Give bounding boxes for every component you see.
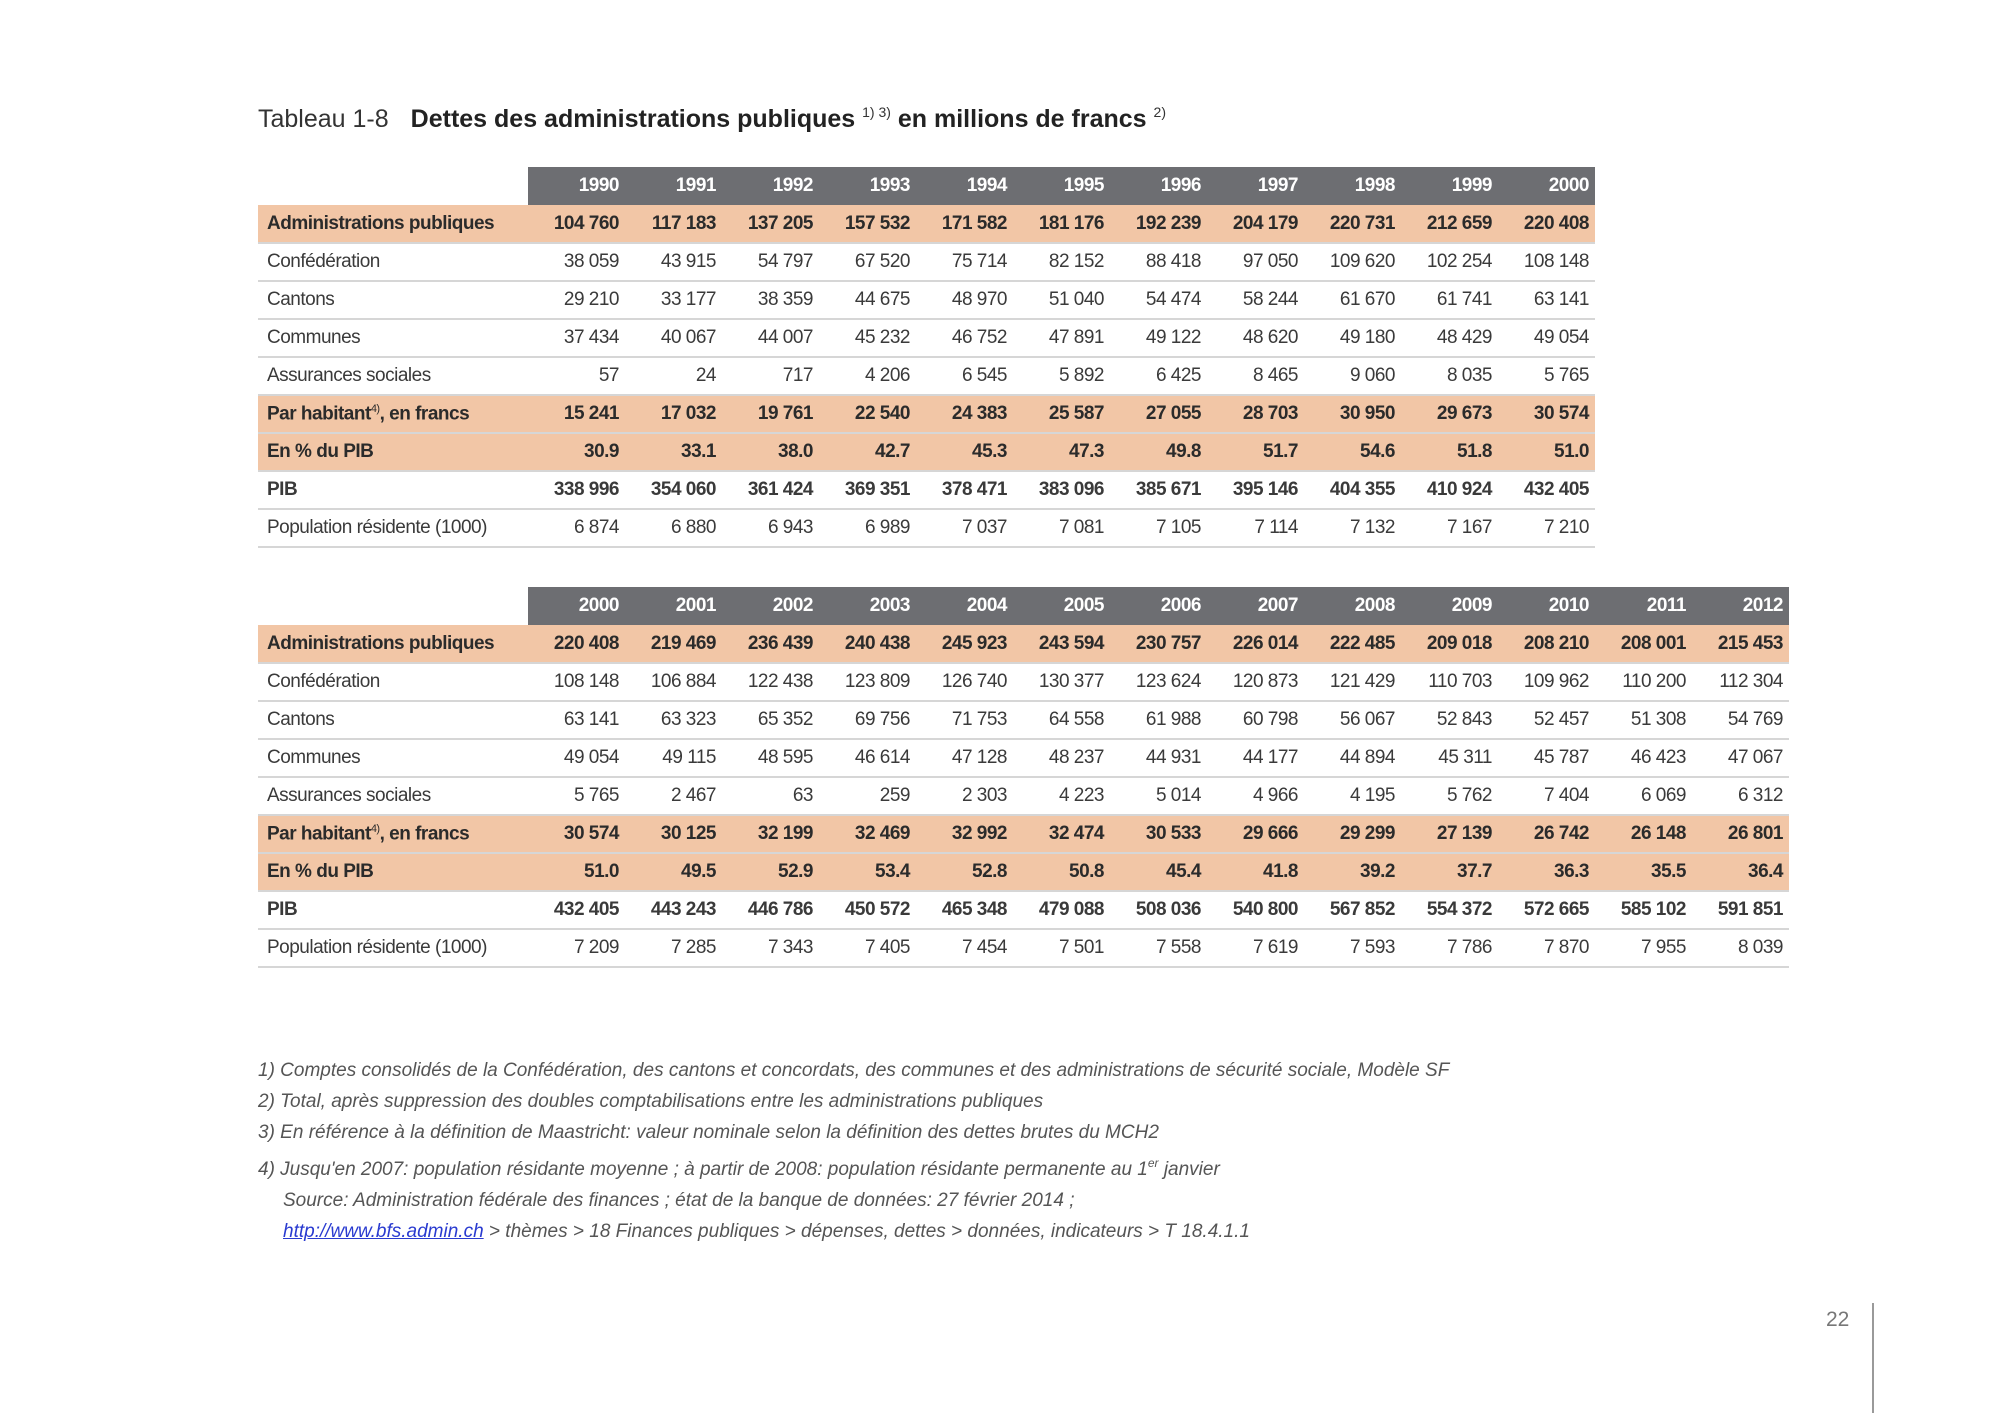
column-header-year: 1996 xyxy=(1110,167,1207,205)
table-cell: 5 765 xyxy=(528,777,625,815)
table-cell: 410 924 xyxy=(1401,471,1498,509)
table-cell: 108 148 xyxy=(528,663,625,701)
table-cell: 6 989 xyxy=(819,509,916,547)
table-cell: 106 884 xyxy=(625,663,722,701)
table-cell: 109 620 xyxy=(1304,243,1401,281)
table-cell: 240 438 xyxy=(819,625,916,663)
table-cell: 7 454 xyxy=(916,929,1013,967)
table-cell: 52.8 xyxy=(916,853,1013,891)
row-label: Communes xyxy=(258,319,528,357)
table-cell: 8 465 xyxy=(1207,357,1304,395)
table-cell: 37 434 xyxy=(528,319,625,357)
row-label: PIB xyxy=(258,471,528,509)
table-cell: 112 304 xyxy=(1692,663,1789,701)
title-footnote-ref-2: 2) xyxy=(1153,104,1166,120)
table-cell: 6 943 xyxy=(722,509,819,547)
table-cell: 51.0 xyxy=(528,853,625,891)
table-cell: 126 740 xyxy=(916,663,1013,701)
table-cell: 7 501 xyxy=(1013,929,1110,967)
table-cell: 7 037 xyxy=(916,509,1013,547)
column-header-year: 2004 xyxy=(916,587,1013,625)
table-cell: 4 966 xyxy=(1207,777,1304,815)
table-cell: 208 210 xyxy=(1498,625,1595,663)
table-cell: 7 081 xyxy=(1013,509,1110,547)
table-cell: 7 210 xyxy=(1498,509,1595,547)
row-label: Assurances sociales xyxy=(258,357,528,395)
table-row xyxy=(258,281,1595,319)
table-cell: 71 753 xyxy=(916,701,1013,739)
table-cell: 192 239 xyxy=(1110,205,1207,243)
source-line: Source: Administration fédérale des finances ; état de la banque de données: 27 février 2014 ; xyxy=(283,1190,1075,1211)
table-cell: 109 962 xyxy=(1498,663,1595,701)
table-cell: 7 132 xyxy=(1304,509,1401,547)
table-cell: 32 992 xyxy=(916,815,1013,853)
table-cell: 35.5 xyxy=(1595,853,1692,891)
table-cell: 61 741 xyxy=(1401,281,1498,319)
table-row xyxy=(258,471,1595,509)
table-cell: 32 469 xyxy=(819,815,916,853)
table-row xyxy=(258,853,1789,891)
table-cell: 432 405 xyxy=(1498,471,1595,509)
table-row xyxy=(258,701,1789,739)
table-cell: 230 757 xyxy=(1110,625,1207,663)
table-cell: 49 115 xyxy=(625,739,722,777)
table-cell: 54 797 xyxy=(722,243,819,281)
column-header-year: 2012 xyxy=(1692,587,1789,625)
table-cell: 4 206 xyxy=(819,357,916,395)
table-cell: 110 703 xyxy=(1401,663,1498,701)
table-cell: 29 673 xyxy=(1401,395,1498,433)
table-cell: 48 429 xyxy=(1401,319,1498,357)
table-cell: 157 532 xyxy=(819,205,916,243)
table-row xyxy=(258,739,1789,777)
table-cell: 51.0 xyxy=(1498,433,1595,471)
table-row xyxy=(258,929,1789,967)
table-row xyxy=(258,319,1595,357)
row-label: Population résidente (1000) xyxy=(258,509,528,547)
column-header-year: 1999 xyxy=(1401,167,1498,205)
header-corner xyxy=(258,167,528,205)
table-cell: 123 624 xyxy=(1110,663,1207,701)
table-cell: 29 299 xyxy=(1304,815,1401,853)
column-header-year: 1997 xyxy=(1207,167,1304,205)
table-cell: 259 xyxy=(819,777,916,815)
table-cell: 591 851 xyxy=(1692,891,1789,929)
table-cell: 38 359 xyxy=(722,281,819,319)
table-row xyxy=(258,891,1789,929)
row-label: Assurances sociales xyxy=(258,777,528,815)
table-cell: 47.3 xyxy=(1013,433,1110,471)
table-cell: 33.1 xyxy=(625,433,722,471)
table-cell: 29 210 xyxy=(528,281,625,319)
table-cell: 49 054 xyxy=(528,739,625,777)
table-cell: 67 520 xyxy=(819,243,916,281)
footnotes xyxy=(258,1055,1449,1247)
table-cell: 7 343 xyxy=(722,929,819,967)
header-row xyxy=(258,587,1789,625)
table-cell: 51 308 xyxy=(1595,701,1692,739)
table-cell: 208 001 xyxy=(1595,625,1692,663)
table-cell: 61 670 xyxy=(1304,281,1401,319)
table-cell: 48 237 xyxy=(1013,739,1110,777)
table-cell: 572 665 xyxy=(1498,891,1595,929)
table-cell: 243 594 xyxy=(1013,625,1110,663)
debt-table-1990-2000 xyxy=(258,167,1595,548)
table-cell: 28 703 xyxy=(1207,395,1304,433)
table-cell: 30 950 xyxy=(1304,395,1401,433)
table-cell: 44 007 xyxy=(722,319,819,357)
table-cell: 2 467 xyxy=(625,777,722,815)
source-path: > thèmes > 18 Finances publiques > dépenses, dettes > données, indicateurs > T 18.4.1.1 xyxy=(483,1221,1250,1242)
column-header-year: 2010 xyxy=(1498,587,1595,625)
table-cell: 102 254 xyxy=(1401,243,1498,281)
table-cell: 6 069 xyxy=(1595,777,1692,815)
table-row xyxy=(258,433,1595,471)
table-cell: 51 040 xyxy=(1013,281,1110,319)
table-cell: 338 996 xyxy=(528,471,625,509)
table-cell: 47 128 xyxy=(916,739,1013,777)
table-cell: 75 714 xyxy=(916,243,1013,281)
table-cell: 49.5 xyxy=(625,853,722,891)
table-cell: 9 060 xyxy=(1304,357,1401,395)
table-cell: 54 474 xyxy=(1110,281,1207,319)
column-header-year: 1995 xyxy=(1013,167,1110,205)
table-cell: 567 852 xyxy=(1304,891,1401,929)
table-cell: 479 088 xyxy=(1013,891,1110,929)
table-cell: 65 352 xyxy=(722,701,819,739)
table-cell: 58 244 xyxy=(1207,281,1304,319)
table-cell: 540 800 xyxy=(1207,891,1304,929)
column-header-year: 1993 xyxy=(819,167,916,205)
table-cell: 49 054 xyxy=(1498,319,1595,357)
table-cell: 15 241 xyxy=(528,395,625,433)
table-cell: 236 439 xyxy=(722,625,819,663)
column-header-year: 2001 xyxy=(625,587,722,625)
table-cell: 7 405 xyxy=(819,929,916,967)
table-cell: 38.0 xyxy=(722,433,819,471)
table-cell: 8 035 xyxy=(1401,357,1498,395)
table-cell: 5 892 xyxy=(1013,357,1110,395)
table-cell: 53.4 xyxy=(819,853,916,891)
table-cell: 108 148 xyxy=(1498,243,1595,281)
table-cell: 204 179 xyxy=(1207,205,1304,243)
table-cell: 32 199 xyxy=(722,815,819,853)
table-cell: 29 666 xyxy=(1207,815,1304,853)
table-cell: 5 762 xyxy=(1401,777,1498,815)
table-cell: 585 102 xyxy=(1595,891,1692,929)
table-cell: 45 232 xyxy=(819,319,916,357)
table-cell: 63 xyxy=(722,777,819,815)
column-header-year: 1992 xyxy=(722,167,819,205)
table-cell: 56 067 xyxy=(1304,701,1401,739)
table-cell: 30 574 xyxy=(1498,395,1595,433)
column-header-year: 2006 xyxy=(1110,587,1207,625)
table-cell: 7 593 xyxy=(1304,929,1401,967)
table-cell: 44 931 xyxy=(1110,739,1207,777)
table-cell: 45 311 xyxy=(1401,739,1498,777)
table-cell: 432 405 xyxy=(528,891,625,929)
table-cell: 46 423 xyxy=(1595,739,1692,777)
table-cell: 7 955 xyxy=(1595,929,1692,967)
header-corner xyxy=(258,587,528,625)
table-cell: 395 146 xyxy=(1207,471,1304,509)
table-cell: 26 801 xyxy=(1692,815,1789,853)
table-cell: 110 200 xyxy=(1595,663,1692,701)
table-cell: 6 545 xyxy=(916,357,1013,395)
table-cell: 24 383 xyxy=(916,395,1013,433)
row-label: Population résidente (1000) xyxy=(258,929,528,967)
table-cell: 220 731 xyxy=(1304,205,1401,243)
table-cell: 46 614 xyxy=(819,739,916,777)
table-cell: 171 582 xyxy=(916,205,1013,243)
table-cell: 60 798 xyxy=(1207,701,1304,739)
table-cell: 48 620 xyxy=(1207,319,1304,357)
table-cell: 450 572 xyxy=(819,891,916,929)
table-cell: 45 787 xyxy=(1498,739,1595,777)
table-cell: 57 xyxy=(528,357,625,395)
table-cell: 69 756 xyxy=(819,701,916,739)
table-cell: 465 348 xyxy=(916,891,1013,929)
table-cell: 44 177 xyxy=(1207,739,1304,777)
table-cell: 121 429 xyxy=(1304,663,1401,701)
column-header-year: 2009 xyxy=(1401,587,1498,625)
table-cell: 120 873 xyxy=(1207,663,1304,701)
table-row xyxy=(258,243,1595,281)
column-header-year: 1998 xyxy=(1304,167,1401,205)
table-cell: 7 619 xyxy=(1207,929,1304,967)
table-cell: 17 032 xyxy=(625,395,722,433)
table-cell: 4 195 xyxy=(1304,777,1401,815)
table-cell: 49 180 xyxy=(1304,319,1401,357)
column-header-year: 1990 xyxy=(528,167,625,205)
table-cell: 25 587 xyxy=(1013,395,1110,433)
row-label: Confédération xyxy=(258,243,528,281)
source-link-line xyxy=(258,1216,1449,1247)
table-cell: 63 141 xyxy=(528,701,625,739)
table-cell: 7 558 xyxy=(1110,929,1207,967)
row-label: Cantons xyxy=(258,281,528,319)
header-row xyxy=(258,167,1595,205)
table-cell: 30 533 xyxy=(1110,815,1207,853)
table-cell: 7 285 xyxy=(625,929,722,967)
page-divider xyxy=(1872,1303,1874,1413)
table-cell: 26 148 xyxy=(1595,815,1692,853)
table-cell: 61 988 xyxy=(1110,701,1207,739)
row-label: PIB xyxy=(258,891,528,929)
table-cell: 6 880 xyxy=(625,509,722,547)
column-header-year: 2000 xyxy=(1498,167,1595,205)
row-label: Par habitant$^{4)}$, en francs xyxy=(258,395,528,433)
table-cell: 2 303 xyxy=(916,777,1013,815)
table-row xyxy=(258,509,1595,547)
table-cell: 4 223 xyxy=(1013,777,1110,815)
column-header-year: 1991 xyxy=(625,167,722,205)
bfs-link[interactable]: http://www.bfs.admin.ch xyxy=(283,1221,484,1242)
table-cell: 43 915 xyxy=(625,243,722,281)
table-number: Tableau 1-8 xyxy=(258,105,389,133)
column-header-year: 2011 xyxy=(1595,587,1692,625)
table-cell: 49 122 xyxy=(1110,319,1207,357)
table-cell: 63 323 xyxy=(625,701,722,739)
table-cell: 220 408 xyxy=(1498,205,1595,243)
table-cell: 8 039 xyxy=(1692,929,1789,967)
table-cell: 717 xyxy=(722,357,819,395)
table-cell: 6 425 xyxy=(1110,357,1207,395)
table-cell: 137 205 xyxy=(722,205,819,243)
table-cell: 30.9 xyxy=(528,433,625,471)
table-cell: 7 114 xyxy=(1207,509,1304,547)
column-header-year: 2008 xyxy=(1304,587,1401,625)
table-cell: 42.7 xyxy=(819,433,916,471)
table-cell: 45.3 xyxy=(916,433,1013,471)
table-cell: 47 891 xyxy=(1013,319,1110,357)
table-cell: 7 105 xyxy=(1110,509,1207,547)
table-title-unit: en millions de francs xyxy=(897,105,1147,133)
table-cell: 220 408 xyxy=(528,625,625,663)
table-cell: 46 752 xyxy=(916,319,1013,357)
table-row xyxy=(258,357,1595,395)
table-cell: 52 457 xyxy=(1498,701,1595,739)
table-cell: 97 050 xyxy=(1207,243,1304,281)
table-cell: 130 377 xyxy=(1013,663,1110,701)
table-title-main: Dettes des administrations publiques xyxy=(410,105,856,133)
table-cell: 49.8 xyxy=(1110,433,1207,471)
table-cell: 446 786 xyxy=(722,891,819,929)
table-cell: 24 xyxy=(625,357,722,395)
table-cell: 7 209 xyxy=(528,929,625,967)
row-label: Confédération xyxy=(258,663,528,701)
column-header-year: 2005 xyxy=(1013,587,1110,625)
row-label: Administrations publiques xyxy=(258,625,528,663)
table-cell: 245 923 xyxy=(916,625,1013,663)
table-row xyxy=(258,625,1789,663)
table-row xyxy=(258,663,1789,701)
table-cell: 38 059 xyxy=(528,243,625,281)
column-header-year: 1994 xyxy=(916,167,1013,205)
table-cell: 19 761 xyxy=(722,395,819,433)
table-cell: 32 474 xyxy=(1013,815,1110,853)
footnote-4: 4) Jusqu'en 2007: population résidante moyenne ; à partir de 2008: population résidante permanente au 1er janvier xyxy=(258,1156,1220,1180)
table-cell: 82 152 xyxy=(1013,243,1110,281)
footnote-1: 1) Comptes consolidés de la Confédération, des cantons et concordats, des communes et des administrations de sécurité sociale, Modèle SF xyxy=(258,1060,1450,1081)
column-header-year: 2002 xyxy=(722,587,819,625)
row-label: Administrations publiques xyxy=(258,205,528,243)
table-cell: 37.7 xyxy=(1401,853,1498,891)
table-cell: 222 485 xyxy=(1304,625,1401,663)
table-cell: 5 014 xyxy=(1110,777,1207,815)
table-cell: 88 418 xyxy=(1110,243,1207,281)
column-header-year: 2003 xyxy=(819,587,916,625)
table-cell: 7 404 xyxy=(1498,777,1595,815)
table-cell: 122 438 xyxy=(722,663,819,701)
table-cell: 443 243 xyxy=(625,891,722,929)
column-header-year: 2000 xyxy=(528,587,625,625)
table-cell: 48 970 xyxy=(916,281,1013,319)
table-cell: 54.6 xyxy=(1304,433,1401,471)
table-cell: 48 595 xyxy=(722,739,819,777)
table-cell: 117 183 xyxy=(625,205,722,243)
table-cell: 41.8 xyxy=(1207,853,1304,891)
table-cell: 45.4 xyxy=(1110,853,1207,891)
table-cell: 51.7 xyxy=(1207,433,1304,471)
row-label: En % du PIB xyxy=(258,853,528,891)
title-footnote-ref-1: 1) 3) xyxy=(862,104,891,120)
table-cell: 39.2 xyxy=(1304,853,1401,891)
table-cell: 36.3 xyxy=(1498,853,1595,891)
table-cell: 354 060 xyxy=(625,471,722,509)
table-cell: 123 809 xyxy=(819,663,916,701)
footnote-2: 2) Total, après suppression des doubles comptabilisations entre les administrations publiques xyxy=(258,1091,1044,1112)
table-cell: 52 843 xyxy=(1401,701,1498,739)
table-cell: 369 351 xyxy=(819,471,916,509)
table-cell: 44 675 xyxy=(819,281,916,319)
row-label: Communes xyxy=(258,739,528,777)
table-title xyxy=(258,104,1166,134)
table-row xyxy=(258,395,1595,433)
table-cell: 361 424 xyxy=(722,471,819,509)
table-cell: 50.8 xyxy=(1013,853,1110,891)
table-cell: 51.8 xyxy=(1401,433,1498,471)
table-cell: 26 742 xyxy=(1498,815,1595,853)
table-cell: 22 540 xyxy=(819,395,916,433)
table-cell: 209 018 xyxy=(1401,625,1498,663)
table-cell: 63 141 xyxy=(1498,281,1595,319)
table-row xyxy=(258,205,1595,243)
row-label: Cantons xyxy=(258,701,528,739)
table-cell: 7 786 xyxy=(1401,929,1498,967)
table-cell: 508 036 xyxy=(1110,891,1207,929)
table-row xyxy=(258,777,1789,815)
table-cell: 27 055 xyxy=(1110,395,1207,433)
debt-table-2000-2012 xyxy=(258,587,1789,968)
table-cell: 6 312 xyxy=(1692,777,1789,815)
table-cell: 64 558 xyxy=(1013,701,1110,739)
footnote-3: 3) En référence à la définition de Maastricht: valeur nominale selon la définition des dettes brutes du MCH2 xyxy=(258,1122,1159,1143)
table-cell: 554 372 xyxy=(1401,891,1498,929)
table-cell: 212 659 xyxy=(1401,205,1498,243)
table-cell: 44 894 xyxy=(1304,739,1401,777)
table-cell: 404 355 xyxy=(1304,471,1401,509)
table-cell: 52.9 xyxy=(722,853,819,891)
table-cell: 219 469 xyxy=(625,625,722,663)
table-cell: 378 471 xyxy=(916,471,1013,509)
table-cell: 383 096 xyxy=(1013,471,1110,509)
table-cell: 27 139 xyxy=(1401,815,1498,853)
table-cell: 30 574 xyxy=(528,815,625,853)
table-cell: 6 874 xyxy=(528,509,625,547)
table-cell: 54 769 xyxy=(1692,701,1789,739)
table-cell: 385 671 xyxy=(1110,471,1207,509)
table-cell: 7 167 xyxy=(1401,509,1498,547)
table-cell: 40 067 xyxy=(625,319,722,357)
table-cell: 5 765 xyxy=(1498,357,1595,395)
table-cell: 181 176 xyxy=(1013,205,1110,243)
table-cell: 7 870 xyxy=(1498,929,1595,967)
row-label: Par habitant$^{4)}$, en francs xyxy=(258,815,528,853)
table-cell: 226 014 xyxy=(1207,625,1304,663)
page-number: 22 xyxy=(1826,1308,1850,1331)
table-cell: 104 760 xyxy=(528,205,625,243)
row-label: En % du PIB xyxy=(258,433,528,471)
table-cell: 33 177 xyxy=(625,281,722,319)
table-cell: 30 125 xyxy=(625,815,722,853)
table-cell: 36.4 xyxy=(1692,853,1789,891)
table-cell: 215 453 xyxy=(1692,625,1789,663)
column-header-year: 2007 xyxy=(1207,587,1304,625)
table-cell: 47 067 xyxy=(1692,739,1789,777)
table-row xyxy=(258,815,1789,853)
